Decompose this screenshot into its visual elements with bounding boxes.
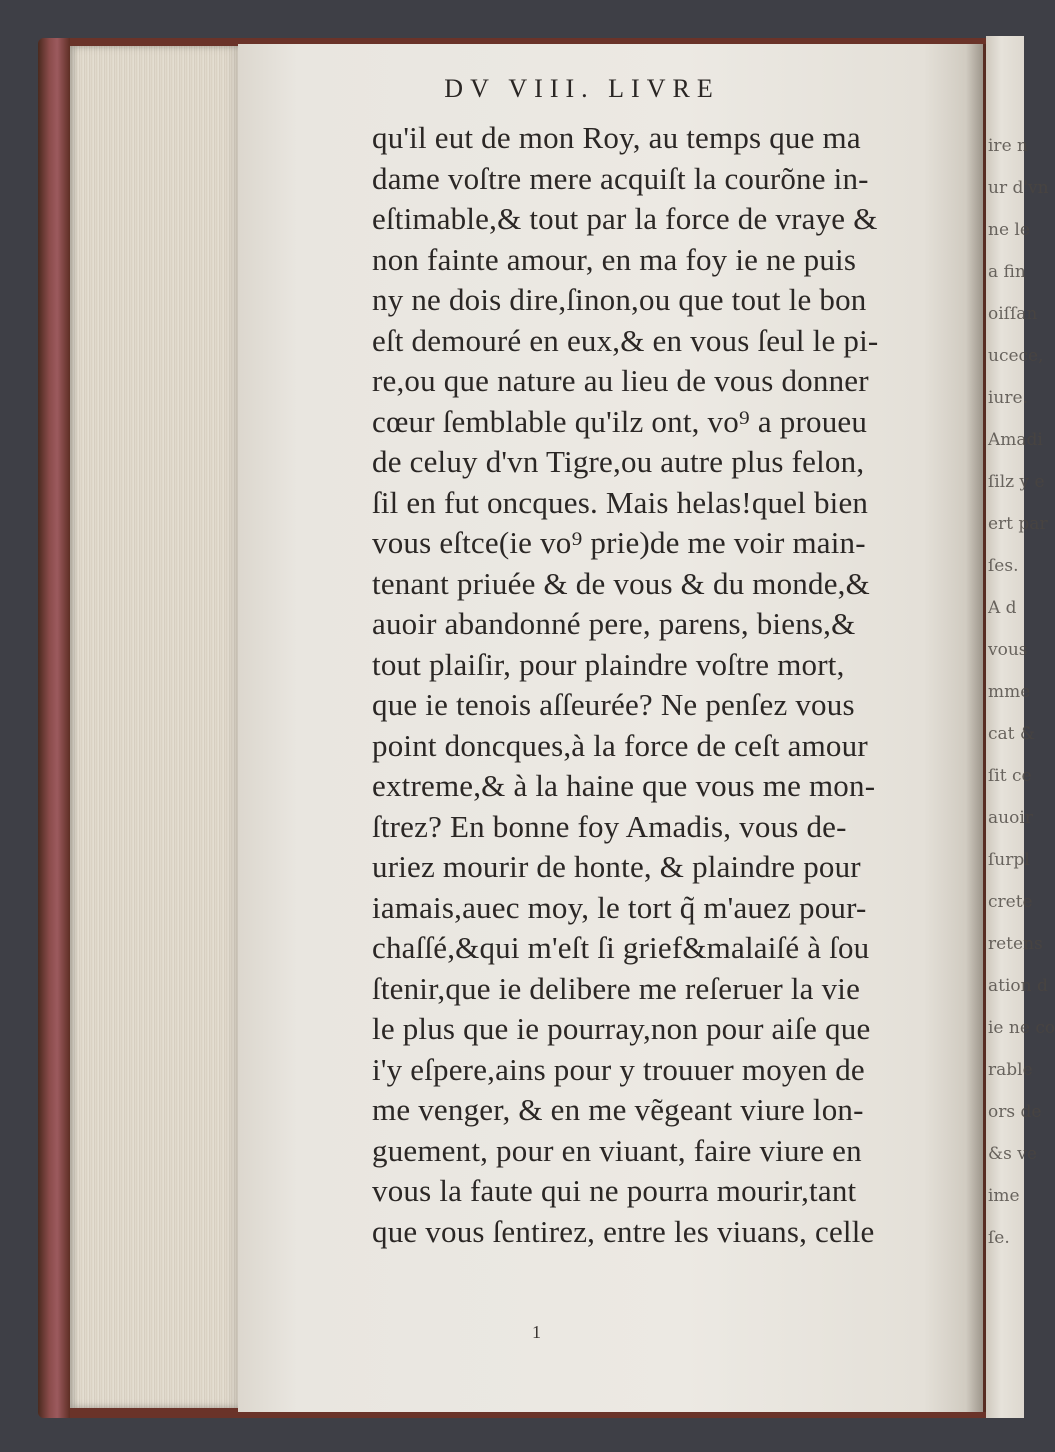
text-line: ſtenir,que ie delibere me reſeruer la vie — [372, 970, 861, 1006]
facing-page-fragment — [986, 36, 1055, 1418]
facing-page-line: ie ne co — [988, 1018, 1055, 1038]
text-line: que vous ſentirez, entre les viuans, celle — [372, 1213, 875, 1249]
facing-page-line: ime — [988, 1186, 1020, 1206]
facing-page-line: mme — [988, 682, 1031, 702]
facing-page-line: &s ve — [988, 1144, 1037, 1164]
facing-page-line: ors de — [988, 1102, 1042, 1122]
text-line: auoir abandonné pere, parens, biens,& — [372, 606, 856, 641]
facing-page-line: ation d — [988, 976, 1048, 996]
text-line: cœur ſemblable qu'ilz ont, vo⁹ a proueu — [372, 403, 868, 439]
book-cover-edge — [38, 38, 70, 1418]
facing-page-line: ucece, — [988, 346, 1044, 366]
text-line: le plus que ie pourray,non pour aiſe que — [372, 1011, 871, 1046]
page-stack-edge — [70, 46, 240, 1408]
text-line: eſt demouré en eux,& en vous ſeul le pi- — [372, 322, 879, 358]
signature-mark: 1 — [532, 1322, 541, 1342]
facing-page-line: rable — [988, 1060, 1033, 1080]
facing-page-line: ire n — [988, 136, 1028, 156]
text-line: point doncques,à la force de ceſt amour — [372, 727, 868, 763]
facing-page-line: A d — [988, 598, 1017, 618]
text-line: tenant priuée & de vous & du monde,& — [372, 565, 870, 601]
facing-page-line: iure. — [988, 388, 1028, 408]
text-line: re,ou que nature au lieu de vous donner — [372, 363, 869, 398]
facing-page-line: ur d'vn — [988, 178, 1049, 198]
text-line: extreme,& à la haine que vous me mon- — [372, 768, 876, 803]
facing-page-line: ſit ce — [988, 766, 1032, 786]
text-line: vous eſtce(ie vo⁹ prie)de me voir main- — [372, 525, 866, 560]
facing-page-line: cat & — [988, 724, 1036, 744]
text-line: guement, pour en viuant, faire viure en — [372, 1132, 862, 1168]
facing-page-line: ſe. — [988, 1228, 1010, 1248]
facing-page-line: auoir — [988, 808, 1033, 828]
facing-page-line: Amadi — [988, 430, 1043, 450]
text-line: eſtimable,& tout par la force de vraye & — [372, 201, 878, 236]
facing-page-line: oiſſan — [988, 304, 1038, 324]
text-line: ſtrez? En bonne foy Amadis, vous de- — [372, 808, 847, 844]
text-line: qu'il eut de mon Roy, au temps que ma — [372, 120, 861, 155]
text-line: de celuy d'vn Tigre,ou autre plus felon, — [372, 444, 865, 479]
text-line: vous la faute qui ne pourra mourir,tant — [372, 1173, 857, 1208]
text-line: non fainte amour, en ma foy ie ne puis — [372, 241, 857, 277]
facing-page-line: ert par — [988, 514, 1048, 534]
facing-page-line: a fin — [988, 262, 1026, 282]
facing-page-line: ſilz y e — [988, 472, 1045, 492]
facing-page-line: ſurpl — [988, 850, 1030, 870]
facing-page-line: ne le — [988, 220, 1030, 240]
text-line: i'y eſpere,ains pour y trouuer moyen de — [372, 1051, 865, 1087]
text-line: me venger, & en me vẽgeant viure lon- — [372, 1092, 864, 1127]
facing-page-line: crete — [988, 892, 1033, 912]
facing-page-line: retens — [988, 934, 1043, 954]
text-line: que ie tenois aſſeurée? Ne penſez vous — [372, 687, 855, 722]
text-line: uriez mourir de honte, & plaindre pour — [372, 849, 861, 884]
page-text-block — [372, 118, 972, 1252]
text-line: ſil en fut oncques. Mais helas!quel bien — [372, 484, 869, 520]
running-head: DV VIII. LIVRE — [444, 74, 720, 103]
text-line: dame voſtre mere acquiſt la courõne in- — [372, 160, 869, 196]
facing-page-line: vous — [988, 640, 1028, 660]
text-line: tout plaiſir, pour plaindre voſtre mort, — [372, 646, 845, 682]
facing-page-line: ſes. — [988, 556, 1019, 576]
text-line: ny ne dois dire,ſinon,ou que tout le bon — [372, 282, 867, 317]
text-line: chaſſé,&qui m'eſt ſi grief&malaiſé à ſou — [372, 930, 870, 965]
text-line: iamais,auec moy, le tort q̃ m'auez pour- — [372, 889, 867, 925]
